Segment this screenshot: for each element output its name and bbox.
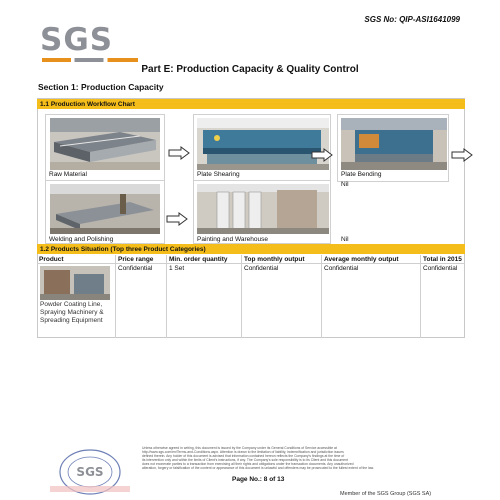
column-header-avg-monthly: Average monthly output xyxy=(322,255,421,264)
disclaimer-line: http://www.sgs.com/en/Terms-and-Conditions.aspx. Attention is drawn to the limitation of liability, indemnification and jurisdiction issues xyxy=(142,450,344,454)
raw-material-photo xyxy=(50,118,160,170)
arrow-right-icon xyxy=(311,148,333,162)
member-note: Member of the SGS Group (SGS SA) xyxy=(340,491,432,497)
column-header-min-order: Min. order quantity xyxy=(167,255,242,264)
product-photo xyxy=(40,266,110,300)
logo-stripe xyxy=(42,58,138,62)
disclaimer-line: defined therein. Any holder of this document is advised that information contained hereon reflects the Company's findings at the time of xyxy=(142,454,345,458)
arrow-right-icon xyxy=(451,148,473,162)
top-monthly-cell: Confidential xyxy=(242,264,322,338)
step-label-welding-polishing: Welding and Polishing xyxy=(49,236,114,243)
column-header-product: Product xyxy=(37,255,116,264)
avg-monthly-cell: Confidential xyxy=(322,264,421,338)
sgs-logo xyxy=(40,22,140,58)
step-label-raw-material: Raw Material xyxy=(49,171,87,178)
arrow-right-icon xyxy=(168,146,190,160)
svg-text:SGS: SGS xyxy=(76,465,104,479)
total-2015-cell: Confidential xyxy=(423,265,458,272)
sgs-stamp xyxy=(50,448,130,496)
step-label-painting-warehouse: Painting and Warehouse xyxy=(197,236,268,243)
welding-polishing-photo xyxy=(50,184,160,234)
section-title: Section 1: Production Capacity xyxy=(38,82,164,92)
nil-label: Nil xyxy=(341,181,349,188)
disclaimer-line: its intervention only and within the limits of Client's instructions, if any. The Company's sole responsibility is to its Client and this document xyxy=(142,458,349,462)
column-header-total-2015: Total in 2015 xyxy=(421,255,465,264)
column-header-price-range: Price range xyxy=(116,255,167,264)
plate-bending-photo xyxy=(341,118,447,170)
painting-warehouse-photo xyxy=(197,184,329,234)
page-number: Page No.: 8 of 13 xyxy=(232,476,285,483)
part-title: Part E: Production Capacity & Quality Control xyxy=(141,64,359,75)
disclaimer-line: does not exonerate parties to a transaction from exercising all their rights and obligations under the transaction documents. Any unauthorized xyxy=(142,462,354,466)
disclaimer-line: Unless otherwise agreed in writing, this document is issued by the Company under its General Conditions of Service accessible at xyxy=(142,446,337,450)
nil-label: Nil xyxy=(341,236,349,243)
products-heading: 1.2 Products Situation (Top three Product Categories) xyxy=(37,244,465,254)
workflow-heading: 1.1 Production Workflow Chart xyxy=(37,99,465,109)
arrow-right-icon xyxy=(166,212,188,226)
step-label-plate-bending: Plate Bending xyxy=(341,171,382,178)
plate-shearing-photo xyxy=(197,118,329,170)
logo-text: SGS xyxy=(40,22,114,58)
step-label-plate-shearing: Plate Shearing xyxy=(197,171,240,178)
min-order-cell: 1 Set xyxy=(167,264,242,338)
sgs-report-number: SGS No: QIP-ASI1641099 xyxy=(364,15,460,24)
disclaimer-line: alteration, forgery or falsification of the content or appearance of this document is unlawful and offenders may be prosecuted to the fullest extent of the law. xyxy=(142,466,374,470)
column-header-top-monthly: Top monthly output xyxy=(242,255,322,264)
price-range-cell: Confidential xyxy=(116,264,167,338)
product-name: Powder Coating Line, Spraying Machinery & Spreading Equipment xyxy=(40,301,104,324)
